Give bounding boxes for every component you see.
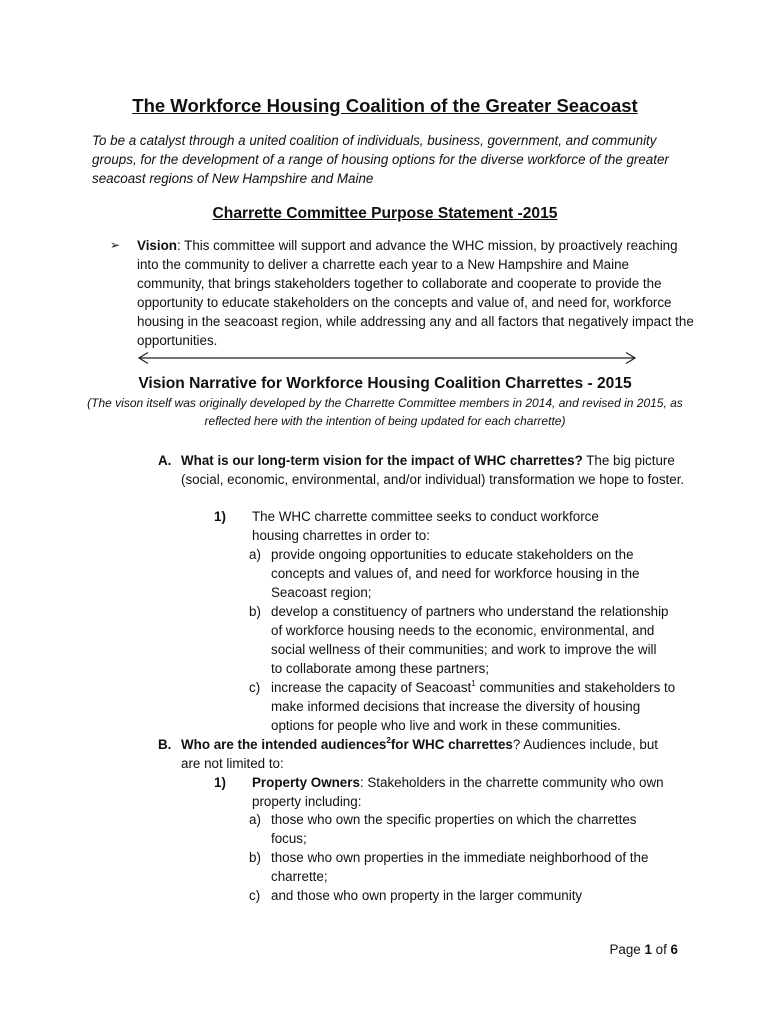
property-owners-text: : Stakeholders in the charrette community who own property including: [252, 775, 664, 809]
section-a-rest: The big picture (social, economic, environmental, and/or individual) transformation we hope to foster. [181, 453, 685, 487]
section-b-sub-a-letter: a) [249, 812, 261, 827]
section-a-question: What is our long-term vision for the impact of WHC charrettes? [181, 453, 583, 468]
section-a-sub-a-letter: a) [249, 547, 261, 562]
sub-c-text-before: increase the capacity of Seacoast [271, 680, 472, 695]
total-pages: 6 [670, 942, 678, 957]
section-a-sub-c-text [271, 678, 676, 735]
section-b-item-text [252, 773, 692, 811]
section-a-item-text: The WHC charrette committee seeks to conduct workforce housing charrettes in order to: [252, 509, 599, 543]
section-a-paragraph [181, 451, 691, 489]
section-a-sub-c-letter: c) [249, 680, 261, 695]
page-word: Page [609, 942, 645, 957]
section-b-question-after: for WHC charrettes [390, 737, 513, 752]
of-word: of [651, 942, 671, 957]
section-b-sub-b-letter: b) [249, 850, 261, 865]
purpose-heading: Charrette Committee Purpose Statement -2015 [212, 205, 558, 222]
vision-text: : This committee will support and advance the WHC mission, by proactively reaching into the community to deliver a charrette each year to a New Hampshire and Maine community, that brings stakeholders together to collaborate and cooperate to provide the opportunity to educate stakeholders on the concepts and value of, and need for, workforce housing in the seacoast region, while addressing any and all factors that negatively impact the opportunities. [137, 238, 694, 348]
section-b-sub-b-text: those who own properties in the immediate neighborhood of the charrette; [271, 850, 649, 884]
narrative-note: (The vison itself was originally developed by the Charrette Committee members in 2014, and revised in 2015, as reflected here with the intention of being updated for each charrette) [87, 396, 683, 428]
vision-label: Vision [137, 238, 177, 253]
section-b-rest: ? Audiences include, but are not limited to: [181, 737, 659, 771]
section-b-paragraph [181, 735, 671, 773]
page-number [609, 940, 678, 959]
property-owners-label: Property Owners [252, 775, 360, 790]
section-b-sub-a-text: those who own the specific properties on which the charrettes focus; [271, 812, 637, 846]
section-a-sub-b-text: develop a constituency of partners who understand the relationship of workforce housing needs to the economic, environmental, and social wellness of their communities; and work to improve the will to collaborate among these partners; [271, 604, 669, 676]
section-a-sub-b-letter: b) [249, 604, 261, 619]
mission-statement: To be a catalyst through a united coalition of individuals, business, government, and community groups, for the development of a range of housing options for the diverse workforce of the greater seacoast regions of New Hampshire and Maine [92, 133, 669, 186]
arrow-bullet-icon: ➢ [110, 238, 121, 252]
section-a-item-number: 1) [214, 509, 226, 524]
section-b-letter: B. [158, 737, 172, 752]
current-page: 1 [644, 942, 652, 957]
narrative-heading: Vision Narrative for Workforce Housing Coalition Charrettes - 2015 [138, 375, 632, 392]
section-a-sub-a-text: provide ongoing opportunities to educate stakeholders on the concepts and values of, and need for workforce housing in the Seacoast region; [271, 547, 640, 600]
section-b-sub-c-letter: c) [249, 888, 261, 903]
double-arrow-icon [136, 351, 638, 365]
vision-paragraph [137, 236, 697, 350]
section-b-question-before: Who are the intended audiences [181, 737, 387, 752]
section-b-item-number: 1) [214, 775, 226, 790]
sub-c-text-after: communities and stakeholders to make informed decisions that increase the diversity of housing options for people who live and work in these communities. [271, 680, 676, 733]
section-a-letter: A. [158, 453, 172, 468]
footnote-ref-2: 2 [386, 736, 391, 745]
page-title: The Workforce Housing Coalition of the Greater Seacoast [132, 95, 638, 116]
section-b-sub-c-text: and those who own property in the larger community [271, 888, 583, 903]
footnote-ref-1: 1 [471, 679, 476, 688]
